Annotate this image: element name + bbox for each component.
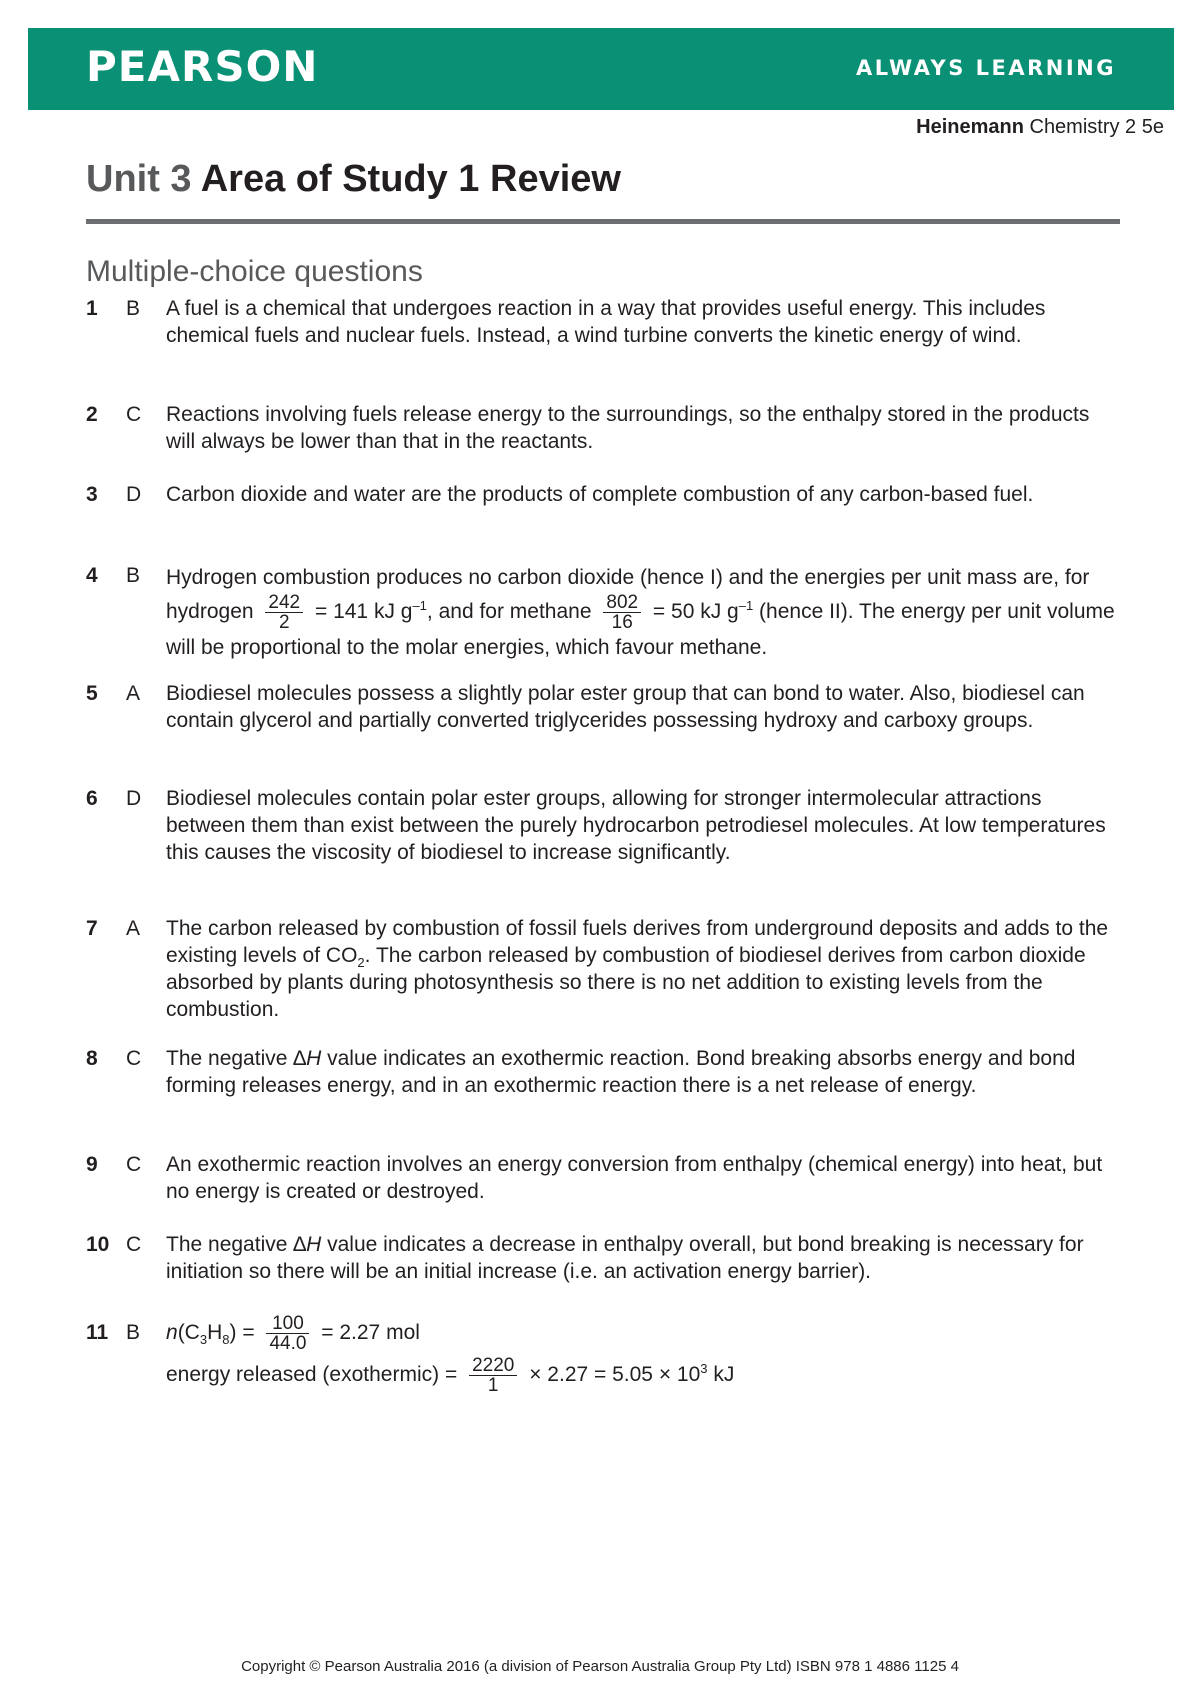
copyright-footer: Copyright © Pearson Australia 2016 (a division of Pearson Australia Group Pty Ltd) ISBN 978 1 4886 1125 4 (241, 1658, 959, 1675)
question-number: 7 (86, 917, 98, 940)
question-number: 9 (86, 1153, 98, 1176)
question-number: 3 (86, 483, 98, 506)
answer-letter: A (126, 917, 141, 940)
answer-letter: D (126, 483, 142, 506)
answer-explanation: Biodiesel molecules contain polar ester groups, allowing for stronger intermolecular attractions between them than exist between the purely hydrocarbon petrodiesel molecules. At low temperatures this causes the viscosity of biodiesel to increase significantly. (166, 787, 1106, 864)
question-2 (86, 401, 1120, 455)
answer-explanation: Biodiesel molecules possess a slightly polar ester group that can bond to water. Also, biodiesel can contain glycerol and partially converted triglycerides possessing hydroxy and carboxy groups. (166, 682, 1085, 732)
answer-explanation: An exothermic reaction involves an energy conversion from enthalpy (chemical energy) into heat, but no energy is created or destroyed. (166, 1153, 1103, 1203)
question-9 (86, 1151, 1120, 1205)
answer-explanation: Carbon dioxide and water are the products of complete combustion of any carbon-based fuel. (166, 483, 1034, 506)
question-8 (86, 1045, 1120, 1099)
fraction-hydrogen: $\frac{242}{2}$ (265, 593, 303, 632)
answer-letter: B (126, 297, 141, 320)
answer-explanation: The negative ∆H value indicates a decrease in enthalpy overall, but bond breaking is necessary for initiation so there will be an initial increase (i.e. an activation energy barrier). (166, 1233, 1084, 1283)
title-rest: Area of Study 1 Review (191, 158, 621, 200)
question-5 (86, 680, 1120, 734)
question-4 (86, 562, 1120, 663)
question-number: 10 (86, 1233, 110, 1256)
moles-equation: $n(C_3H_8)$ = $\frac{100}{44.0}$ = 2.27 mol (166, 1312, 420, 1354)
tagline: ALWAYS LEARNING (856, 56, 1116, 80)
answer-letter: A (126, 682, 141, 705)
section-heading: Multiple-choice questions (86, 255, 423, 288)
answer-explanation: The carbon released by combustion of fossil fuels derives from underground deposits and adds to the existing levels of $CO_2$. The carbon released by combustion of biodiesel derives from carbon dioxide absorbed by plants during photosynthesis so there is no net addition to existing levels from the combustion. (166, 917, 1109, 1021)
question-number: 8 (86, 1047, 98, 1070)
page-title (86, 158, 621, 201)
question-1 (86, 295, 1120, 349)
fraction-energy: $\frac{2220}{1}$ (469, 1356, 517, 1395)
answer-letter: B (126, 1321, 141, 1344)
energy-equation: energy released (exothermic) = $\frac{2220}{1}$ × $2.27 = 5.05 \times 10^3$ kJ (166, 1354, 735, 1396)
fraction-moles: $\frac{100}{44.0}$ (266, 1314, 309, 1353)
question-number: 5 (86, 682, 98, 705)
title-divider (86, 219, 1120, 224)
answer-explanation: A fuel is a chemical that undergoes reaction in a way that provides useful energy. This includes chemical fuels and nuclear fuels. Instead, a wind turbine converts the kinetic energy of wind. (166, 297, 1046, 347)
question-number: 1 (86, 297, 98, 320)
question-number: 6 (86, 787, 98, 810)
question-3 (86, 481, 1120, 508)
book-title: Heinemann Chemistry 2 5e (916, 116, 1164, 138)
fraction-methane: $\frac{802}{16}$ (603, 593, 641, 632)
answer-explanation: Reactions involving fuels release energy to the surroundings, so the enthalpy stored in the products will always be lower than that in the reactants. (166, 403, 1090, 453)
answer-letter: D (126, 787, 142, 810)
question-number: 2 (86, 403, 98, 426)
header-banner (28, 28, 1174, 110)
answer-working (166, 1312, 1120, 1396)
pearson-logo: PEARSON (86, 42, 319, 91)
answer-letter: C (126, 1047, 142, 1070)
answer-explanation: The negative ∆H value indicates an exothermic reaction. Bond breaking absorbs energy and bond forming releases energy, and in an exothermic reaction there is a net release of energy. (166, 1047, 1076, 1097)
question-6 (86, 785, 1120, 866)
answer-explanation: Hydrogen combustion produces no carbon dioxide (hence I) and the energies per unit mass are, for hydrogen $\frac{242}{2}$ = 141 kJ $g^{-1}$, and for methane $\frac{802}{16}$ = 50 kJ $g^{-1}$ (hence II). The energy per unit volume will be proportional to the molar energies, which favour methane. (166, 566, 1115, 659)
question-7 (86, 915, 1120, 1023)
question-number: 4 (86, 564, 98, 587)
question-number: 11 (86, 1321, 109, 1344)
question-11 (86, 1312, 1120, 1396)
question-10 (86, 1231, 1120, 1285)
answer-letter: C (126, 403, 142, 426)
answer-letter: C (126, 1233, 142, 1256)
answer-letter: B (126, 564, 141, 587)
unit-label: Unit 3 (86, 158, 192, 200)
answer-letter: C (126, 1153, 142, 1176)
